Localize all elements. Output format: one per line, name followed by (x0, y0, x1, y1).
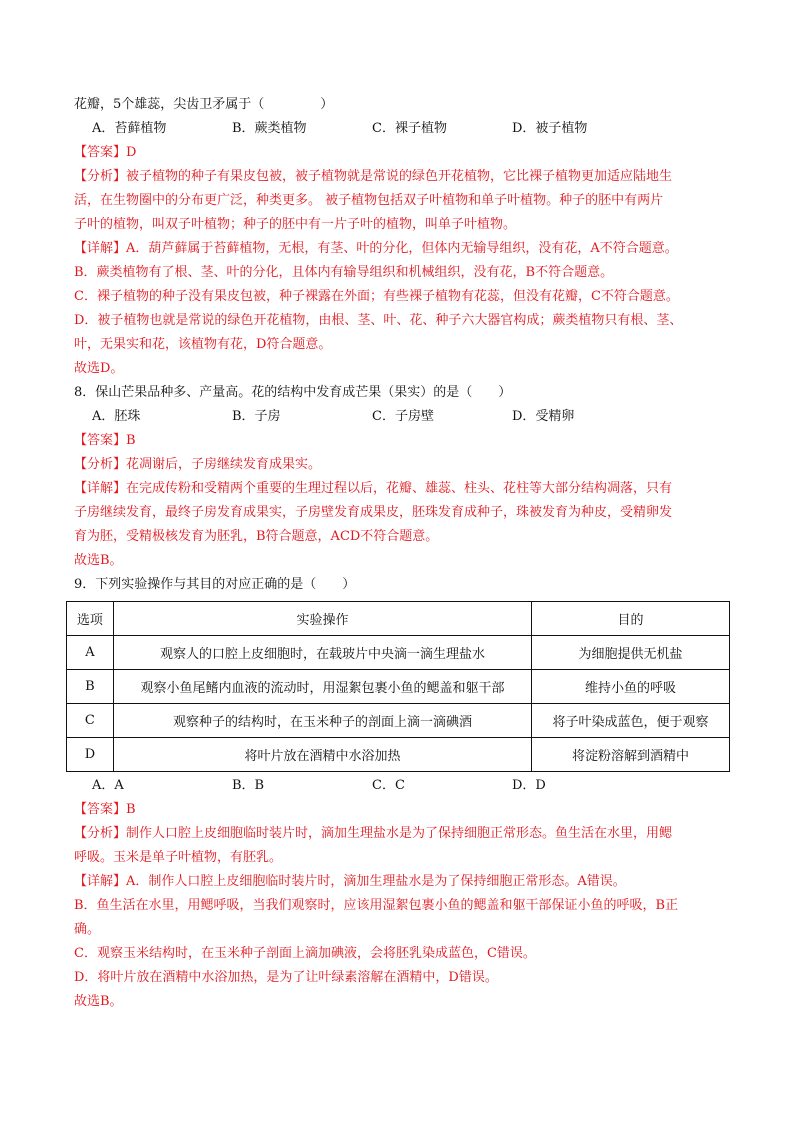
option-b: B．子房 (232, 409, 281, 424)
question-7-stem-text: 花瓣，5个雄蕊，尖齿卫矛属于（ (74, 97, 265, 112)
option-c: C．子房壁 (372, 409, 434, 424)
table-header-cell: 实验操作 (113, 602, 531, 636)
question-7-detail-line: B．蕨类植物有了根、茎、叶的分化，且体内有输导组织和机械组织，没有花，B不符合题意。 (74, 265, 614, 280)
question-8-conclusion: 故选B。 (74, 553, 123, 568)
question-8-answer: 【答案】B (74, 433, 136, 448)
table-cell: 将子叶染成蓝色，便于观察 (532, 704, 730, 738)
option-c: C．裸子植物 (372, 121, 447, 136)
question-7-stem-end: ） (320, 97, 334, 112)
question-9-options (74, 774, 730, 798)
option-a: A．A (92, 778, 124, 793)
question-7-detail-line: 叶，无果实和花，该植物有花，D符合题意。 (74, 337, 332, 352)
question-7-detail-line: 【详解】A．葫芦藓属于苔藓植物，无根，有茎、叶的分化，但体内无输导组织，没有花，A不符合题意。 (74, 241, 678, 256)
question-7-answer: 【答案】D (74, 145, 137, 160)
table-cell: 将淀粉溶解到酒精中 (532, 738, 730, 772)
question-7-analysis-line: 子叶的植物，叫双子叶植物；种子的胚中有一片子叶的植物，叫单子叶植物。 (74, 217, 517, 232)
question-7-detail-line: C．裸子植物的种子没有果皮包被，种子裸露在外面；有些裸子植物有花蕊，但没有花瓣，C不符合题意。 (74, 289, 679, 304)
question-8-analysis-line: 【分析】花凋谢后，子房继续发育成果实。 (74, 457, 322, 472)
table-cell: D (67, 738, 114, 772)
option-b: B．蕨类植物 (232, 121, 307, 136)
question-9-answer: 【答案】B (74, 802, 136, 817)
table-header-cell: 目的 (532, 602, 730, 636)
question-8-detail-line: 【详解】在完成传粉和受精两个重要的生理过程以后，花瓣、雄蕊、柱头、花柱等大部分结构凋落，只有 (74, 481, 673, 496)
option-a: A．苔藓植物 (92, 121, 167, 136)
option-d: D．被子植物 (512, 121, 588, 136)
table-cell: 观察人的口腔上皮细胞时，在载玻片中央滴一滴生理盐水 (113, 636, 531, 670)
option-d: D．D (512, 778, 546, 793)
question-9-detail-line: B．鱼生活在水里，用鳃呼吸，当我们观察时，应该用湿絮包裹小鱼的鳃盖和躯干部保证小鱼的呼吸，B正 (74, 898, 679, 913)
question-9-detail-line: 【详解】A．制作人口腔上皮细胞临时装片时，滴加生理盐水是为了保持细胞正常形态。A错误。 (74, 874, 626, 889)
table-cell: 维持小鱼的呼吸 (532, 670, 730, 704)
question-7-analysis-line: 【分析】被子植物的种子有果皮包被，被子植物就是常说的绿色开花植物，它比裸子植物更加适应陆地生 (74, 169, 673, 184)
question-7-detail-line: D．被子植物也就是常说的绿色开花植物，由根、茎、叶、花、种子六大器官构成；蕨类植物只有根、茎、 (74, 313, 683, 328)
option-d: D．受精卵 (512, 409, 575, 424)
table-cell: 观察种子的结构时，在玉米种子的剖面上滴一滴碘酒 (113, 704, 531, 738)
table-cell: B (67, 670, 114, 704)
table-row (67, 704, 730, 738)
question-8-options (74, 405, 730, 429)
question-7-options (74, 117, 730, 141)
question-9-detail-line: D．将叶片放在酒精中水浴加热，是为了让叶绿素溶解在酒精中，D错误。 (74, 970, 498, 985)
table-row (67, 738, 730, 772)
table-header-row (67, 602, 730, 636)
option-c: C．C (372, 778, 405, 793)
experiment-table (66, 601, 730, 772)
table-cell: 观察小鱼尾鳍内血液的流动时，用湿絮包裹小鱼的鳃盖和躯干部 (113, 670, 531, 704)
question-8-stem: 8．保山芒果品种多、产量高。花的结构中发育成芒果（果实）的是（ ） (74, 385, 512, 400)
table-cell: A (67, 636, 114, 670)
table-row (67, 636, 730, 670)
option-a: A．胚珠 (92, 409, 141, 424)
question-9-analysis-line: 呼吸。玉米是单子叶植物，有胚乳。 (74, 850, 283, 865)
question-9-analysis-line: 【分析】制作人口腔上皮细胞临时装片时，滴加生理盐水是为了保持细胞正常形态。鱼生活在水里，用鳃 (74, 826, 673, 841)
table-cell: 将叶片放在酒精中水浴加热 (113, 738, 531, 772)
question-8-detail-line: 子房继续发育，最终子房发育成果实，子房壁发育成果皮，胚珠发育成种子，珠被发育为种皮，受精卵发 (74, 505, 673, 520)
question-9-detail-line: C．观察玉米结构时，在玉米种子剖面上滴加碘液，会将胚乳染成蓝色，C错误。 (74, 946, 536, 961)
question-7-stem (74, 93, 730, 117)
table-row (67, 670, 730, 704)
question-9-detail-line: 确。 (74, 922, 101, 937)
question-9-conclusion: 故选B。 (74, 994, 123, 1009)
question-8-detail-line: 育为胚，受精极核发育为胚乳，B符合题意，ACD不符合题意。 (74, 529, 439, 544)
question-7-analysis-line: 活，在生物圈中的分布更广泛，种类更多。 被子植物包括双子叶植物和单子叶植物。种子的胚中有两片 (74, 193, 664, 208)
table-header-cell: 选项 (67, 602, 114, 636)
question-7-conclusion: 故选D。 (74, 361, 124, 376)
table-cell: C (67, 704, 114, 738)
table-cell: 为细胞提供无机盐 (532, 636, 730, 670)
document-page (74, 93, 730, 1014)
question-9-stem: 9．下列实验操作与其目的对应正确的是（ ） (74, 577, 356, 592)
option-b: B．B (232, 778, 265, 793)
